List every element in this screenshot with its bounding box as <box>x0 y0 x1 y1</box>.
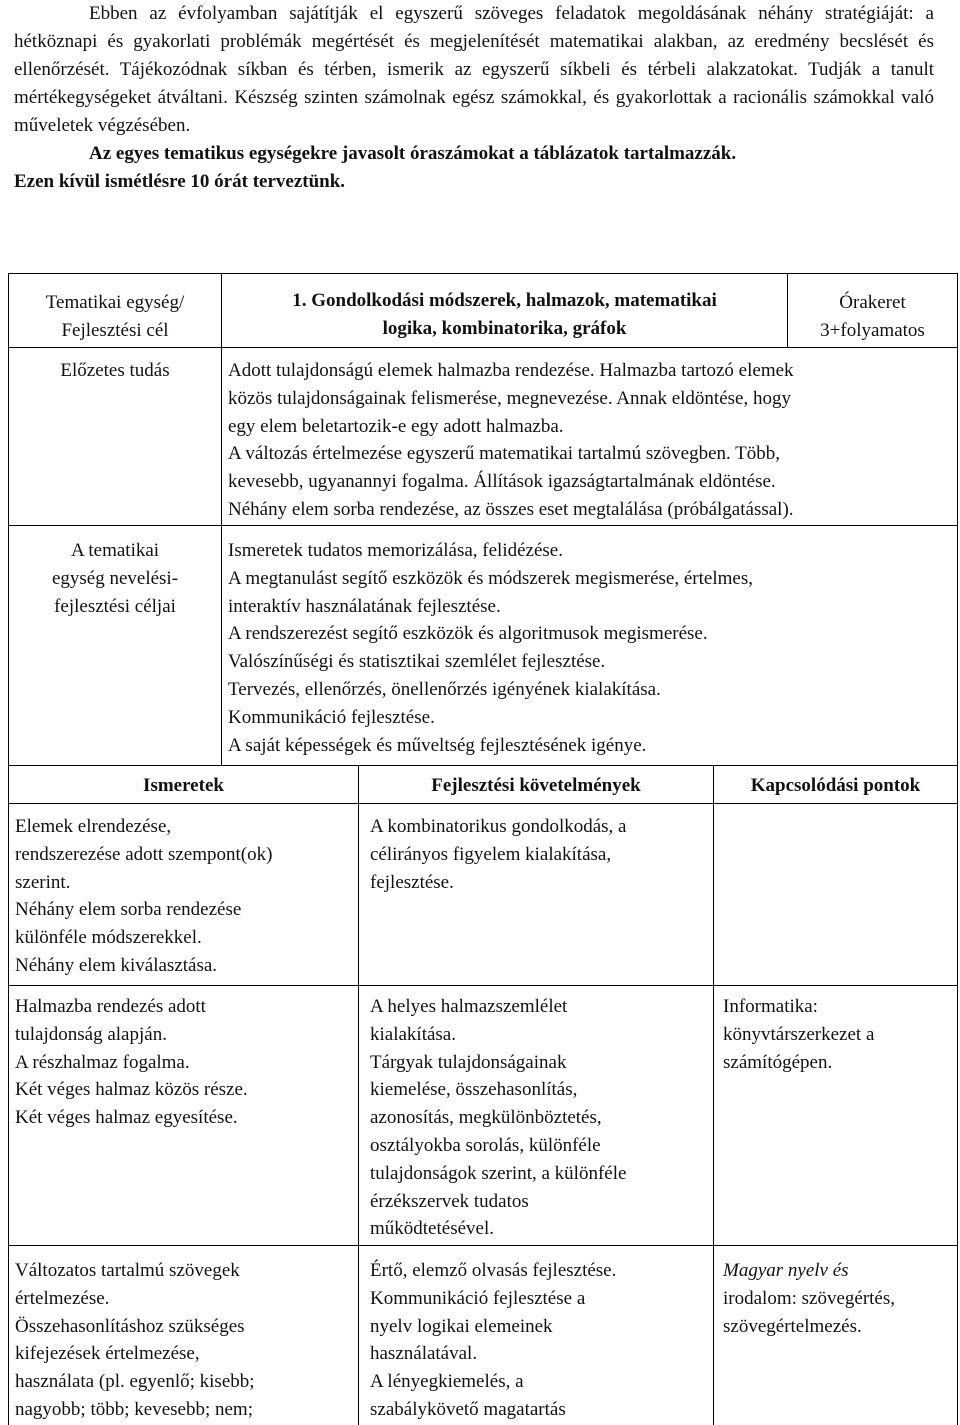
table-row-2-links <box>723 993 955 1076</box>
unit-title-line-1: 1. Gondolkodási módszerek, halmazok, matematikai <box>292 290 717 311</box>
unit-title-line-2: logika, kombinatorika, gráfok <box>382 318 627 339</box>
intro-text <box>14 0 934 196</box>
goals-label-line-3: fejlesztési céljai <box>54 595 176 617</box>
hours-value: 3+folyamatos <box>820 319 925 341</box>
goal-line: A megtanulást segítő eszközök és módszerek megismerése, értelmes, <box>228 567 753 589</box>
cell-line: azonosítás, megkülönböztetés, <box>370 1107 602 1129</box>
cell-line: működtetésével. <box>370 1218 494 1240</box>
cell-line: Két véges halmaz egyesítése. <box>15 1107 238 1129</box>
cell-line: különféle módszerekkel. <box>15 927 202 949</box>
cell-line: tulajdonságok szerint, a különféle <box>370 1162 627 1184</box>
cell-line: kiemelése, összehasonlítás, <box>370 1079 578 1101</box>
table-row-2-requirements <box>370 993 710 1243</box>
cell-line: szerint. <box>15 871 71 893</box>
intro-bold-line-1: Az egyes tematikus egységekre javasolt óraszámokat a táblázatok tartalmazzák. <box>89 143 737 164</box>
goal-line: Tervezés, ellenőrzés, önellenőrzés igényének kialakítása. <box>228 678 661 700</box>
hours-frame <box>788 289 957 345</box>
cell-line: érzékszervek tudatos <box>370 1190 529 1212</box>
table-row-1-requirements <box>370 813 710 896</box>
goals-label <box>9 537 221 620</box>
cell-line: Néhány elem sorba rendezése <box>15 899 242 921</box>
cell-line: irodalom: szövegértés, <box>723 1287 896 1309</box>
goal-line: A saját képességek és műveltség fejlesztésének igénye. <box>228 734 647 756</box>
unit-label <box>9 289 221 345</box>
cell-line: Értő, elemző olvasás fejlesztése. <box>370 1260 617 1281</box>
goal-line: A rendszerezést segítő eszközök és algoritmusok megismerése. <box>228 623 708 645</box>
cell-line: Változatos tartalmú szövegek <box>15 1260 240 1281</box>
cell-line: A kombinatorikus gondolkodás, a <box>370 816 627 837</box>
cell-line: Összehasonlításhoz szükséges <box>15 1315 245 1337</box>
hours-label: Órakeret <box>839 292 906 313</box>
cell-line: kialakítása. <box>370 1023 456 1045</box>
unit-title <box>222 287 787 343</box>
cell-line: célirányos figyelem kialakítása, <box>370 843 612 865</box>
table-row-3-links <box>723 1257 955 1340</box>
table-row-3-knowledge <box>15 1257 355 1424</box>
table-row-2-knowledge <box>15 993 355 1132</box>
cell-line: Két véges halmaz közös része. <box>15 1079 248 1101</box>
cell-line: kifejezések értelmezése, <box>15 1343 200 1365</box>
intro-bold-note <box>14 140 934 196</box>
cell-line: használatával. <box>370 1343 478 1365</box>
cell-line: A részhalmaz fogalma. <box>15 1051 190 1073</box>
col-header-requirements: Fejlesztési követelmények <box>431 775 641 796</box>
prior-line: közös tulajdonságainak felismerése, megnevezése. Annak eldöntése, hogy <box>228 387 791 409</box>
goals-label-line-2: egység nevelési- <box>51 567 179 589</box>
cell-line: Néhány elem kiválasztása. <box>15 954 218 976</box>
cell-line: Kommunikáció fejlesztése a <box>370 1287 586 1309</box>
goal-line: Kommunikáció fejlesztése. <box>228 706 435 728</box>
cell-line: osztályokba sorolás, különféle <box>370 1134 601 1156</box>
cell-line: tulajdonság alapján. <box>15 1023 167 1045</box>
intro-paragraph: Ebben az évfolyamban sajátítják el egyszerű szöveges feladatok megoldásának néhány stratégiáját: a hétköznapi és gyakorlati problémák megértését és megjelenítését matematikai alakban, az eredmény becslését és ellenőrzését. Tájékozódnak síkban és térben, ismerik az egyszerű síkbeli és térbeli alakzatokat. Tudják a tanult mértékegységeket átváltani. Készség szinten számolnak egész számokkal, és gyakorlottak a racionális számokkal való műveletek végzésében. <box>14 3 934 136</box>
table-row-1-knowledge <box>15 813 355 980</box>
cell-line: Magyar nyelv és <box>723 1260 849 1281</box>
cell-line: számítógépen. <box>723 1051 833 1073</box>
prior-line: Adott tulajdonságú elemek halmazba rendezése. Halmazba tartozó elemek <box>228 360 794 381</box>
cell-line: A helyes halmazszemlélet <box>370 996 568 1017</box>
prior-line: Néhány elem sorba rendezése, az összes eset megtalálása (próbálgatással). <box>228 498 794 520</box>
col-header-knowledge: Ismeretek <box>143 775 224 796</box>
goal-line: interaktív használatának fejlesztése. <box>228 595 501 617</box>
cell-line: használata (pl. egyenlő; kisebb; <box>15 1371 255 1393</box>
cell-line: értelmezése. <box>15 1287 110 1309</box>
cell-line: Elemek elrendezése, <box>15 816 172 837</box>
goal-line: Valószínűségi és statisztikai szemlélet fejlesztése. <box>228 651 606 673</box>
cell-line: nyelv logikai elemeinek <box>370 1315 553 1337</box>
cell-line: könyvtárszerkezet a <box>723 1023 875 1045</box>
col-header-links: Kapcsolódási pontok <box>750 775 921 796</box>
cell-line: szabálykövető magatartás <box>370 1398 566 1420</box>
cell-line: Informatika: <box>723 996 818 1017</box>
cell-line: nagyobb; több; kevesebb; nem; <box>15 1398 253 1420</box>
cell-line: A lényegkiemelés, a <box>370 1371 524 1393</box>
prior-knowledge-label: Előzetes tudás <box>60 360 170 381</box>
unit-label-line-2: Fejlesztési cél <box>61 319 169 341</box>
prior-line: kevesebb, ugyanannyi fogalma. Állítások igazságtartalmának eldöntése. <box>228 471 776 493</box>
goals-text <box>228 537 953 759</box>
table-row-3-requirements <box>370 1257 710 1424</box>
cell-line: rendszerezése adott szempont(ok) <box>15 843 273 865</box>
cell-line: Halmazba rendezés adott <box>15 996 206 1017</box>
unit-label-line-1: Tematikai egység/ <box>45 292 185 313</box>
prior-line: A változás értelmezése egyszerű matematikai tartalmú szövegben. Több, <box>228 443 781 465</box>
cell-line: Tárgyak tulajdonságainak <box>370 1051 567 1073</box>
cell-line: szövegértelmezés. <box>723 1315 862 1337</box>
prior-line: egy elem beletartozik-e egy adott halmazba. <box>228 415 564 437</box>
goals-label-line-1: A tematikai <box>70 540 160 561</box>
prior-knowledge-text <box>228 357 953 524</box>
goal-line: Ismeretek tudatos memorizálása, felidézése. <box>228 540 563 561</box>
intro-bold-line-2: Ezen kívül ismétlésre 10 órát terveztünk. <box>14 171 346 192</box>
cell-line: fejlesztése. <box>370 871 454 893</box>
